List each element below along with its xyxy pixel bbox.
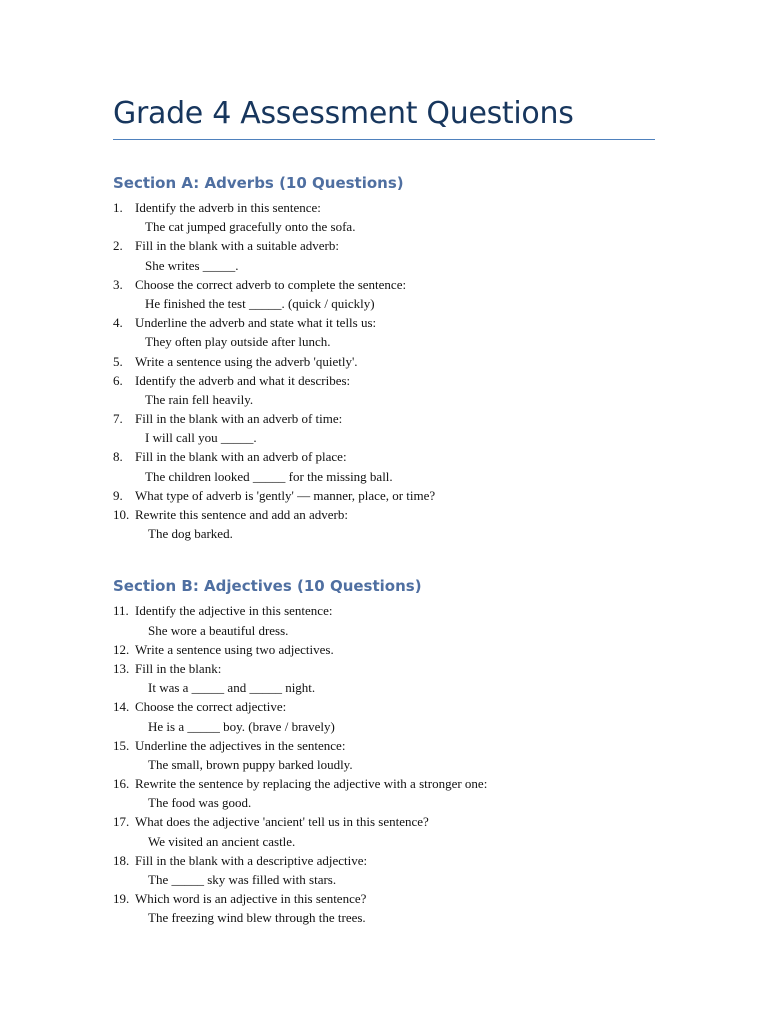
- question-number: 7.: [113, 411, 123, 427]
- question-text: Fill in the blank with an adverb of time:: [135, 411, 343, 427]
- question-text: Rewrite the sentence by replacing the adjective with a stronger one:: [135, 776, 488, 792]
- question-line: [113, 275, 654, 294]
- question-example-sentence: They often play outside after lunch.: [145, 334, 331, 350]
- question-line: [113, 697, 654, 716]
- question-text: Fill in the blank with a descriptive adjective:: [135, 852, 368, 868]
- question-item: [113, 736, 654, 774]
- question-text: Write a sentence using two adjectives.: [135, 641, 334, 657]
- question-item: [113, 409, 654, 447]
- question-line: [113, 812, 654, 831]
- question-item: [113, 371, 654, 409]
- question-number: 19.: [113, 891, 130, 907]
- question-text: Choose the correct adverb to complete the sentence:: [135, 276, 407, 292]
- question-item: [113, 447, 654, 485]
- question-text: Identify the adverb and what it describes:: [135, 372, 351, 388]
- question-number: 12.: [113, 641, 130, 657]
- question-example-sentence: The food was good.: [148, 795, 252, 811]
- question-item: [113, 659, 654, 697]
- question-text: Rewrite this sentence and add an adverb:: [135, 507, 348, 522]
- question-example-sentence: She wore a beautiful dress.: [148, 622, 289, 638]
- question-example-sentence: The cat jumped gracefully onto the sofa.: [145, 219, 356, 235]
- question-text: Write a sentence using the adverb 'quietly'.: [135, 353, 358, 369]
- question-number: 9.: [113, 487, 123, 503]
- question-line: [113, 198, 654, 217]
- question-number: 18.: [113, 852, 130, 868]
- question-item: [113, 774, 654, 812]
- question-item: [113, 812, 654, 850]
- question-number: 8.: [113, 449, 123, 465]
- question-text: What type of adverb is 'gently' — manner, place, or time?: [135, 487, 436, 503]
- question-text: Identify the adjective in this sentence:: [135, 603, 333, 619]
- question-item: [113, 851, 654, 889]
- question-number: 11.: [113, 603, 129, 619]
- section-b-question-list: [113, 601, 654, 927]
- question-text: Which word is an adjective in this sentence?: [135, 891, 367, 907]
- question-example-sentence: The dog barked.: [148, 526, 233, 542]
- question-line: [113, 447, 654, 466]
- question-line: [113, 889, 654, 908]
- question-example-sentence: She writes _____.: [145, 257, 239, 273]
- question-line: [113, 409, 654, 428]
- question-item: [113, 601, 654, 639]
- question-number: 5.: [113, 353, 123, 369]
- question-line: [113, 486, 654, 505]
- question-line: [113, 371, 654, 390]
- question-line: [113, 774, 654, 793]
- question-line: [113, 236, 654, 255]
- question-example-sentence: We visited an ancient castle.: [148, 833, 296, 849]
- question-item: [113, 889, 654, 927]
- question-example-sentence: He is a _____ boy. (brave / bravely): [148, 718, 335, 734]
- question-example-sentence: The freezing wind blew through the trees.: [148, 910, 366, 926]
- question-item: [113, 486, 654, 505]
- question-number: 14.: [113, 699, 130, 715]
- question-example-sentence: It was a _____ and _____ night.: [148, 680, 316, 696]
- question-line: [113, 313, 654, 332]
- question-number: 1.: [113, 200, 123, 215]
- section-a-heading: Section A: Adverbs (10 Questions): [113, 174, 404, 192]
- question-example-sentence: I will call you _____.: [145, 430, 257, 446]
- question-example-sentence: He finished the test _____. (quick / quickly): [145, 295, 375, 311]
- question-text: Underline the adverb and state what it tells us:: [135, 315, 377, 331]
- question-text: Choose the correct adjective:: [135, 699, 287, 715]
- question-item: [113, 352, 654, 371]
- question-item: [113, 236, 654, 274]
- question-number: 2.: [113, 238, 123, 254]
- title-divider: [113, 139, 655, 140]
- question-line: [113, 640, 654, 659]
- question-item: [113, 505, 654, 543]
- question-text: Fill in the blank:: [135, 660, 222, 676]
- document-title: Grade 4 Assessment Questions: [113, 96, 574, 131]
- question-example-sentence: The children looked _____ for the missing ball.: [145, 468, 393, 484]
- question-line: [113, 736, 654, 755]
- question-line: [113, 601, 654, 620]
- question-item: [113, 198, 654, 236]
- question-number: 15.: [113, 737, 130, 753]
- question-number: 4.: [113, 315, 123, 331]
- question-item: [113, 275, 654, 313]
- question-number: 16.: [113, 776, 130, 792]
- section-a-question-list: [113, 198, 654, 543]
- question-text: Fill in the blank with a suitable adverb:: [135, 238, 339, 254]
- question-number: 10.: [113, 507, 130, 522]
- question-text: Fill in the blank with an adverb of place:: [135, 449, 347, 465]
- question-item: [113, 313, 654, 351]
- question-text: Identify the adverb in this sentence:: [135, 200, 321, 215]
- question-number: 3.: [113, 276, 123, 292]
- question-text: Underline the adjectives in the sentence:: [135, 737, 346, 753]
- question-item: [113, 697, 654, 735]
- question-number: 17.: [113, 814, 130, 830]
- question-item: [113, 640, 654, 659]
- question-text: What does the adjective 'ancient' tell us in this sentence?: [135, 814, 429, 830]
- question-number: 13.: [113, 660, 130, 676]
- question-example-sentence: The rain fell heavily.: [145, 391, 254, 407]
- section-b-heading: Section B: Adjectives (10 Questions): [113, 577, 422, 596]
- question-line: [113, 352, 654, 371]
- question-example-sentence: The small, brown puppy barked loudly.: [148, 756, 353, 772]
- question-line: [113, 505, 654, 524]
- question-example-sentence: The _____ sky was filled with stars.: [148, 872, 337, 887]
- question-number: 6.: [113, 372, 123, 388]
- question-line: [113, 659, 654, 678]
- question-line: [113, 851, 654, 870]
